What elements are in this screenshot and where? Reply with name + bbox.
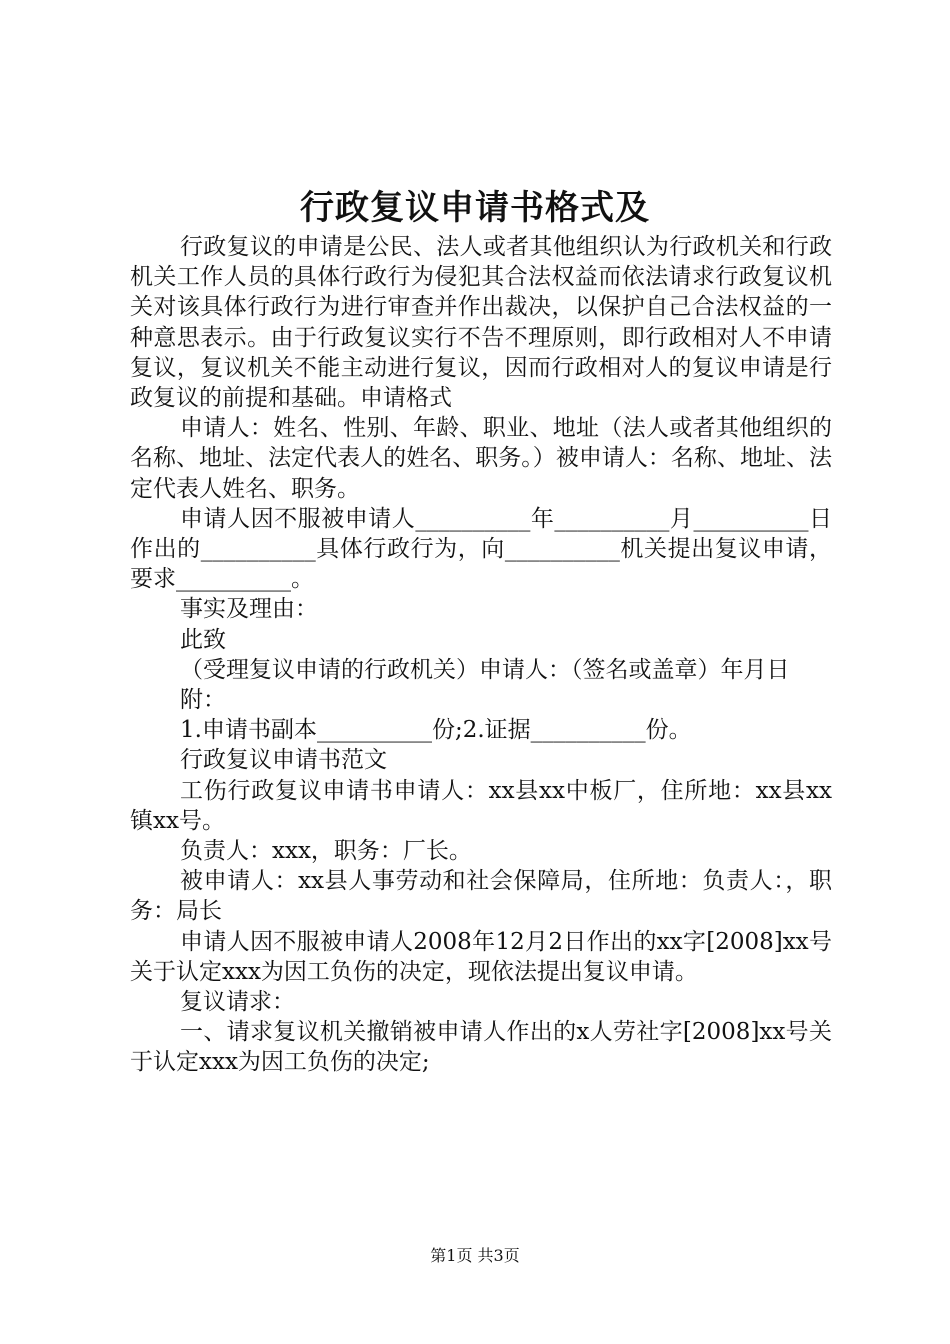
facts-heading: 事实及理由： bbox=[180, 596, 318, 623]
attachment-list: 1.申请书副本__________份;2.证据__________份。 bbox=[180, 717, 692, 744]
request-paragraph: 申请人因不服被申请人__________年__________月__________日作出的__________具体行政行为，向__________机关提出复议申请，要求__________。 bbox=[130, 505, 832, 593]
sample-applicant: 工伤行政复议申请书申请人：xx县xx中板厂，住所地：xx县xx镇xx号。 bbox=[130, 777, 832, 834]
attachment-heading: 附： bbox=[180, 687, 226, 714]
sample-responsible-person: 负责人：xxx，职务：厂长。 bbox=[180, 838, 472, 865]
intro-paragraph: 行政复议的申请是公民、法人或者其他组织认为行政机关和行政机关工作人员的具体行政行为侵犯其合法权益而依法请求行政复议机关对该具体行政行为进行审查并作出裁决，以保护自己合法权益的一种意思表示。由于行政复议实行不告不理原则，即行政相对人不申请复议，复议机关不能主动进行复议，因而行政相对人的复议申请是行政复议的前提和基础。申请格式 bbox=[130, 234, 832, 412]
sample-heading: 行政复议申请书范文 bbox=[180, 747, 387, 774]
document-body bbox=[130, 232, 832, 1078]
sample-respondent: 被申请人：xx县人事劳动和社会保障局，住所地：负责人：，职务：局长 bbox=[130, 868, 832, 925]
document-title: 行政复议申请书格式及 bbox=[300, 188, 650, 228]
salutation: 此致 bbox=[180, 626, 226, 653]
sample-request-item-1: 一、请求复议机关撤销被申请人作出的x人劳社字[2008]xx号关于认定xxx为因工负伤的决定; bbox=[130, 1019, 832, 1076]
sample-reason: 申请人因不服被申请人2008年12月2日作出的xx字[2008]xx号关于认定xxx为因工负伤的决定，现依法提出复议申请。 bbox=[130, 928, 832, 985]
page-footer: 第1页 共3页 bbox=[430, 1246, 520, 1265]
sample-requests-heading: 复议请求： bbox=[180, 989, 295, 1016]
addressee-signature-line: （受理复议申请的行政机关）申请人：（签名或盖章）年月日 bbox=[180, 656, 790, 683]
applicant-info-paragraph: 申请人：姓名、性别、年龄、职业、地址（法人或者其他组织的名称、地址、法定代表人的姓名、职务。）被申请人：名称、地址、法定代表人姓名、职务。 bbox=[130, 415, 832, 502]
